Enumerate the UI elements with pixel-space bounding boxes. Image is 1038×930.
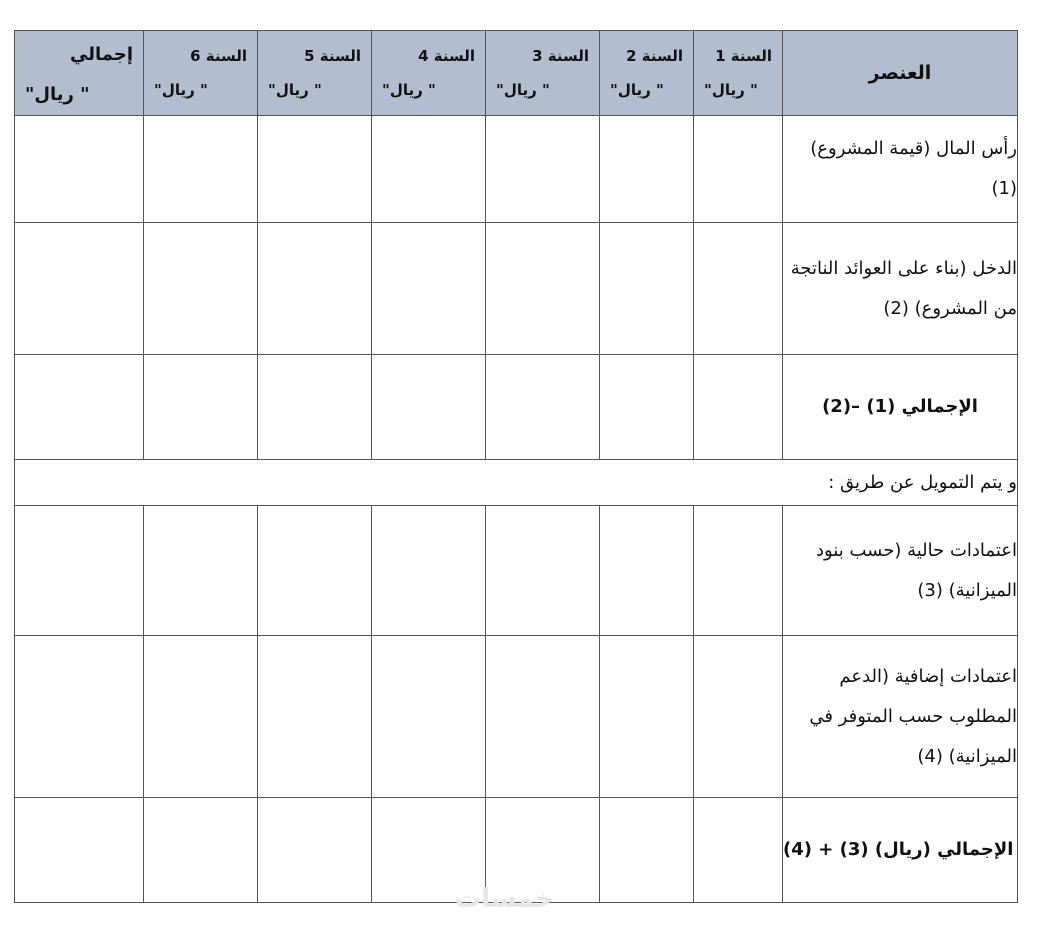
cell-total[interactable]	[15, 223, 144, 355]
cell-year-1[interactable]	[694, 116, 783, 223]
item-capital: رأس المال (قيمة المشروع) (1)	[783, 116, 1018, 223]
header-year-2	[600, 31, 694, 116]
watermark-logo: خمسات	[455, 884, 554, 914]
row-income	[15, 223, 1018, 355]
header-year-6-unit: " ريال"	[154, 81, 208, 99]
header-year-5-unit: " ريال"	[268, 81, 322, 99]
cell-total[interactable]	[15, 798, 144, 903]
header-year-6-label: السنة 6	[190, 47, 247, 65]
header-year-4-unit: " ريال"	[382, 81, 436, 99]
header-year-6	[144, 31, 258, 116]
cell-year-1[interactable]	[694, 636, 783, 798]
header-year-1-unit: " ريال"	[704, 81, 758, 99]
cell-year-1[interactable]	[694, 798, 783, 903]
cell-year-3[interactable]	[486, 116, 600, 223]
funding-note: و يتم التمويل عن طريق :	[15, 460, 1018, 506]
cell-year-4[interactable]	[372, 223, 486, 355]
cell-year-5[interactable]	[258, 506, 372, 636]
cell-year-3[interactable]	[486, 223, 600, 355]
cell-year-1[interactable]	[694, 506, 783, 636]
header-year-1	[694, 31, 783, 116]
item-additional-appropriations: اعتمادات إضافية (الدعم المطلوب حسب المتوفر في الميزانية) (4)	[783, 636, 1018, 798]
cell-year-2[interactable]	[600, 223, 694, 355]
cell-year-2[interactable]	[600, 355, 694, 460]
cell-year-6[interactable]	[144, 355, 258, 460]
cell-year-3[interactable]	[486, 355, 600, 460]
cell-year-4[interactable]	[372, 355, 486, 460]
cell-year-5[interactable]	[258, 355, 372, 460]
row-current-appropriations	[15, 506, 1018, 636]
cell-year-4[interactable]	[372, 636, 486, 798]
header-row	[15, 31, 1018, 116]
header-year-2-unit: " ريال"	[610, 81, 664, 99]
cell-total[interactable]	[15, 116, 144, 223]
row-additional-appropriations	[15, 636, 1018, 798]
cell-total[interactable]	[15, 636, 144, 798]
header-year-1-label: السنة 1	[715, 47, 772, 65]
header-year-5	[258, 31, 372, 116]
row-capital	[15, 116, 1018, 223]
cell-year-4[interactable]	[372, 506, 486, 636]
header-year-5-label: السنة 5	[304, 47, 361, 65]
header-year-4	[372, 31, 486, 116]
row-total-1-2	[15, 355, 1018, 460]
cell-year-6[interactable]	[144, 506, 258, 636]
header-item: العنصر	[783, 31, 1018, 116]
budget-table	[14, 30, 1018, 903]
item-income: الدخل (بناء على العوائد الناتجة من المشروع) (2)	[783, 223, 1018, 355]
header-total	[15, 31, 144, 116]
row-funding-note	[15, 460, 1018, 506]
cell-year-1[interactable]	[694, 355, 783, 460]
cell-total[interactable]	[15, 355, 144, 460]
header-year-3	[486, 31, 600, 116]
cell-year-3[interactable]	[486, 636, 600, 798]
cell-year-5[interactable]	[258, 636, 372, 798]
cell-year-4[interactable]	[372, 116, 486, 223]
header-year-2-label: السنة 2	[626, 47, 683, 65]
cell-year-2[interactable]	[600, 116, 694, 223]
cell-total[interactable]	[15, 506, 144, 636]
cell-year-6[interactable]	[144, 116, 258, 223]
cell-year-6[interactable]	[144, 223, 258, 355]
header-total-label: إجمالي	[70, 44, 133, 65]
header-year-3-label: السنة 3	[532, 47, 589, 65]
cell-year-2[interactable]	[600, 506, 694, 636]
item-total-1-2: الإجمالي (1) –(2)	[783, 355, 1018, 460]
cell-year-5[interactable]	[258, 798, 372, 903]
header-year-4-label: السنة 4	[418, 47, 475, 65]
cell-year-6[interactable]	[144, 798, 258, 903]
cell-year-2[interactable]	[600, 798, 694, 903]
header-year-3-unit: " ريال"	[496, 81, 550, 99]
cell-year-5[interactable]	[258, 223, 372, 355]
item-total-3-4: الإجمالي (ريال) (3) + (4)	[783, 798, 1018, 903]
item-current-appropriations: اعتمادات حالية (حسب بنود الميزانية) (3)	[783, 506, 1018, 636]
cell-year-3[interactable]	[486, 506, 600, 636]
cell-year-6[interactable]	[144, 636, 258, 798]
cell-year-2[interactable]	[600, 636, 694, 798]
header-total-unit: " ريال"	[25, 84, 90, 105]
cell-year-1[interactable]	[694, 223, 783, 355]
cell-year-5[interactable]	[258, 116, 372, 223]
